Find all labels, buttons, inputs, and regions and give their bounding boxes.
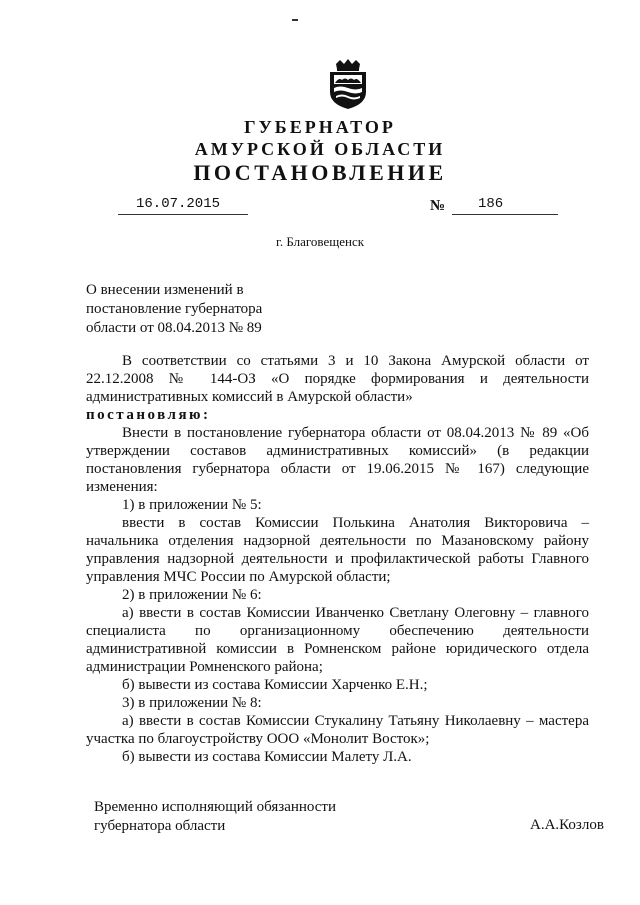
body-line: управления надзорной деятельности и профилактической работы Главного <box>86 551 589 567</box>
body-line: В соответствии со статьями 3 и 10 Закона Амурской области от <box>122 353 589 369</box>
body-line: специалиста по организационному обеспечению деятельности <box>86 623 589 639</box>
top-mark <box>292 19 298 21</box>
body-line: начальника отделения надзорной деятельности по Мазановскому району <box>86 533 589 549</box>
document-body <box>86 352 589 766</box>
signature-title-line: Временно исполняющий обязанности <box>94 799 337 815</box>
subject-line: постановление губернатора <box>86 301 263 317</box>
subject-line: области от 08.04.2013 № 89 <box>86 320 262 336</box>
date-line <box>118 198 248 215</box>
amur-coat-of-arms-icon <box>326 58 370 110</box>
body-line: Внести в постановление губернатора области от 08.04.2013 № 89 «Об <box>122 425 589 441</box>
date-tick <box>118 214 132 215</box>
subject-line: О внесении изменений в <box>86 282 244 298</box>
body-line: постановления губернатора области от 19.06.2015 № 167) следующие <box>86 461 589 477</box>
body-line: 22.12.2008 № 144-ОЗ «О порядке формирования и деятельности <box>86 371 589 387</box>
body-line: административной комиссии в Ромненском районе юридического отдела <box>86 641 589 657</box>
decree-word: постановляю: <box>86 407 211 423</box>
body-line: изменения: <box>86 479 158 495</box>
body-line: участка по благоустройству ООО «Монолит Восток»; <box>86 731 430 747</box>
body-line: административных комиссий в Амурской области» <box>86 389 413 405</box>
city: г. Благовещенск <box>275 234 365 249</box>
signature-title <box>94 798 336 836</box>
body-line: утверждении составов административных комиссий» (в редакции <box>86 443 589 459</box>
body-line: а) ввести в состав Комиссии Иванченко Светлану Олеговну – главного <box>122 605 589 621</box>
signature-title-line: губернатора области <box>94 818 226 834</box>
number-label: № <box>430 198 446 214</box>
body-line: управления МЧС России по Амурской области; <box>86 569 391 585</box>
body-line: ввести в состав Комиссии Полькина Анатолия Викторовича – <box>122 515 589 531</box>
document-date: 16.07.2015 <box>136 196 221 212</box>
body-line: администрации Ромненского района; <box>86 659 323 675</box>
signature-name: А.А.Козлов <box>530 817 604 833</box>
subject-block <box>86 281 262 338</box>
header-line2: АМУРСКОЙ ОБЛАСТИ <box>194 139 446 159</box>
list-item-heading: 2) в приложении № 6: <box>122 587 262 603</box>
list-item-heading: 1) в приложении № 5: <box>122 497 262 513</box>
number-line <box>452 198 558 215</box>
body-line: б) вывести из состава Комиссии Харченко Е.Н.; <box>122 677 428 693</box>
body-line: а) ввести в состав Комиссии Стукалину Татьяну Николаевну – мастера <box>122 713 589 729</box>
body-line: б) вывести из состава Комиссии Малету Л.А. <box>122 749 412 765</box>
document-type: ПОСТАНОВЛЕНИЕ <box>193 160 447 185</box>
header-line1: ГУБЕРНАТОР <box>244 117 396 137</box>
document-number: 186 <box>478 196 504 212</box>
list-item-heading: 3) в приложении № 8: <box>122 695 262 711</box>
